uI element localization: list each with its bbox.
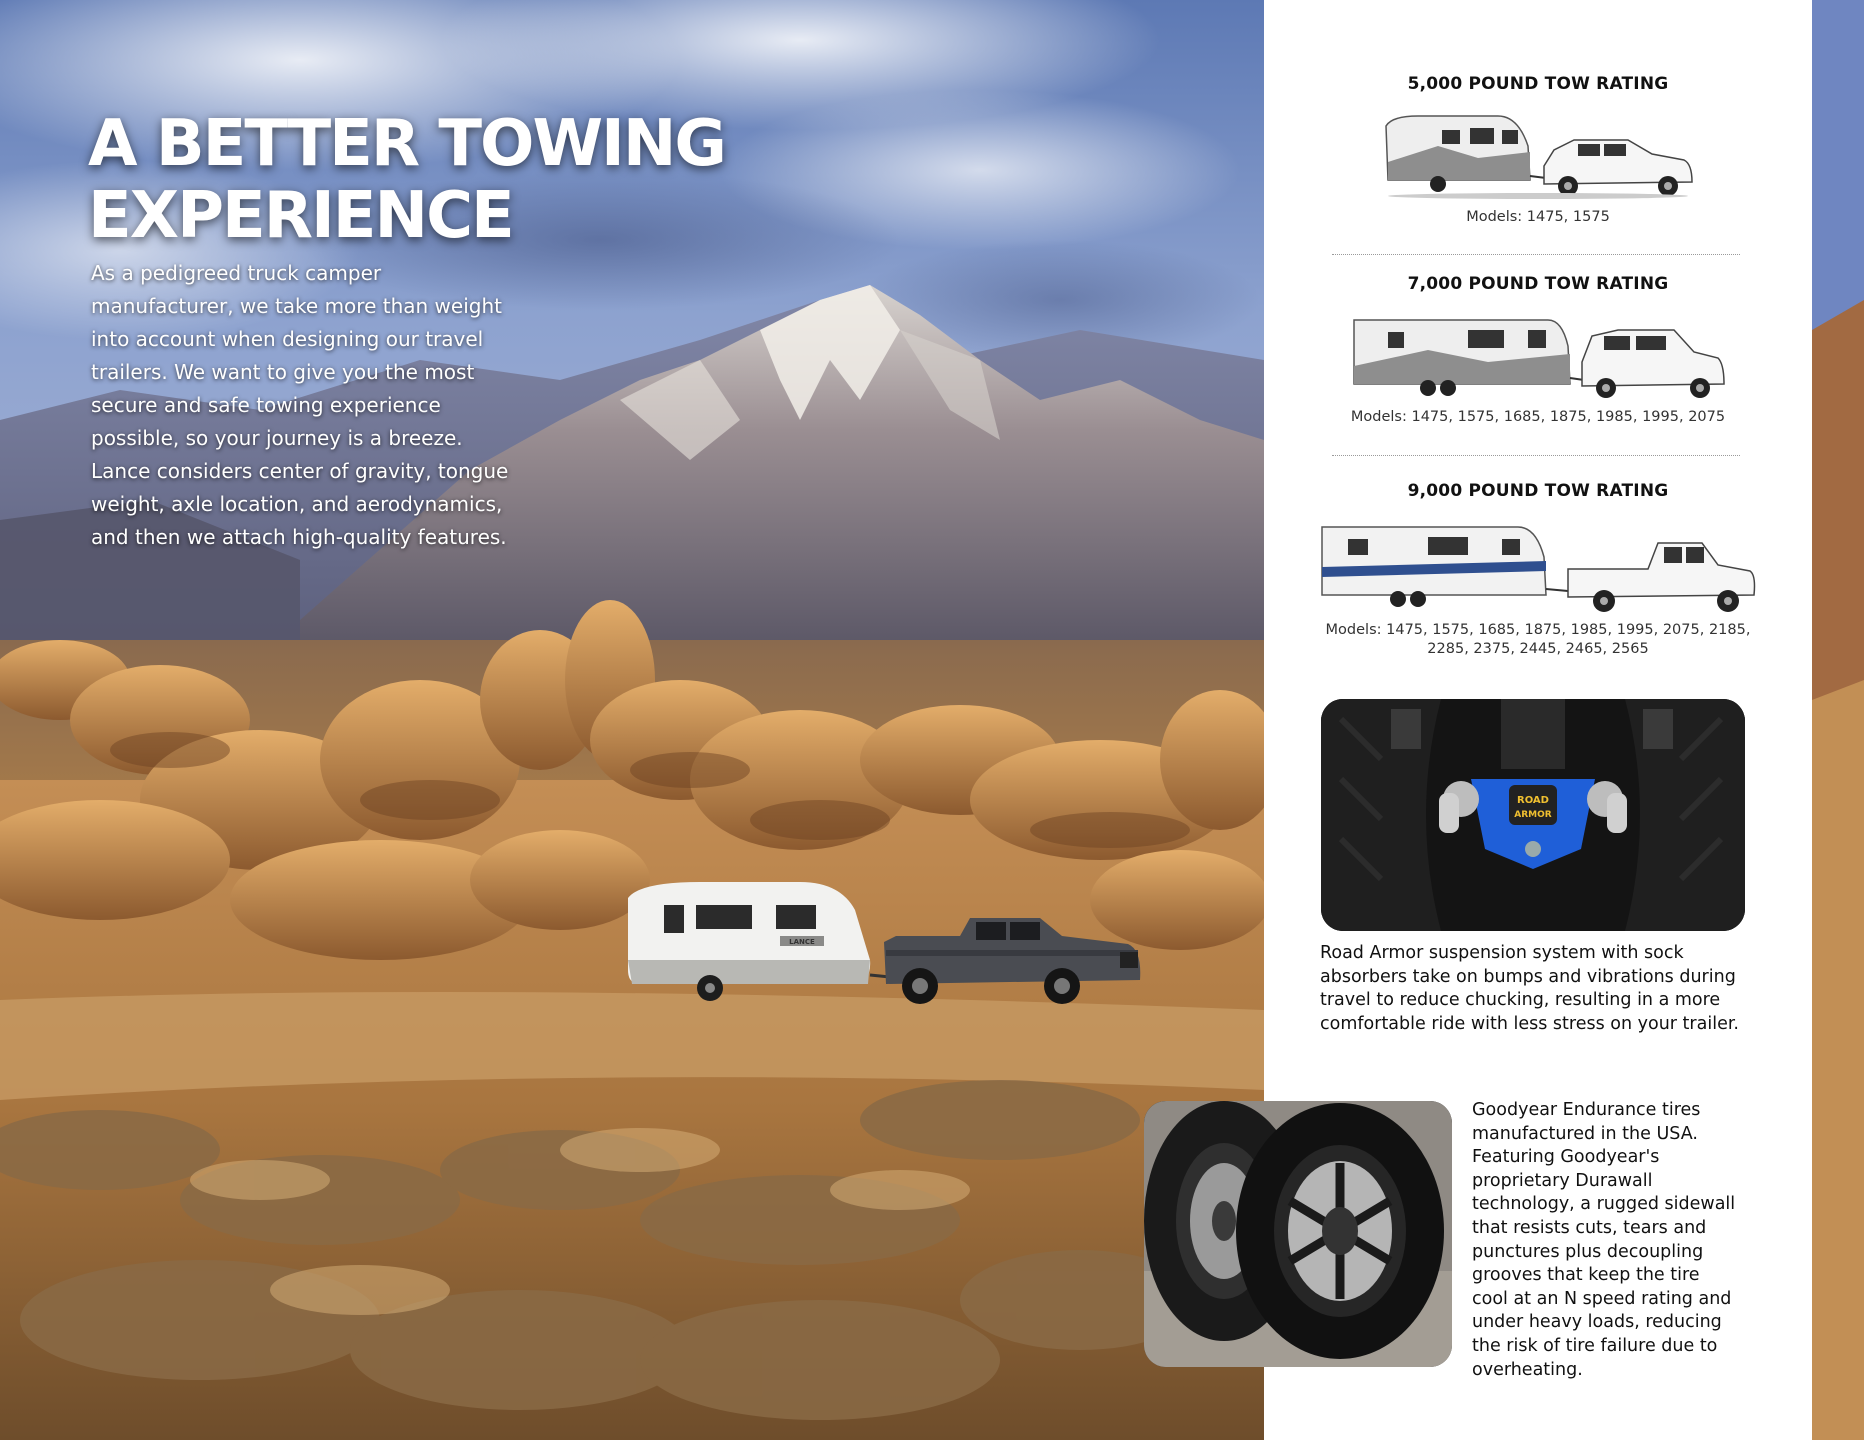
tow-rating-5000 <box>1264 74 1812 227</box>
tires-caption: Goodyear Endurance tires manufactured in the USA. Featuring Goodyear's proprietary Durawall technology, a rugged sidewall that resists cuts, tears and punctures plus decoupling grooves that keep the tire cool at an N speed rating and under heavy loads, reducing the risk of tire failure due to overheating. <box>1472 1100 1736 1380</box>
tow-rating-7000 <box>1264 274 1812 427</box>
tow-rating-models <box>1264 621 1812 659</box>
large-trailer-truck-illustration <box>1318 513 1758 617</box>
medium-trailer-suv-illustration <box>1348 306 1728 402</box>
suspension-caption: Road Armor suspension system with sock absorbers take on bumps and vibrations during travel to reduce chucking, resulting in a more comfortable ride with less stress on your trailer. <box>1320 943 1739 1034</box>
road-armor-plate-text-2: ARMOR <box>1514 810 1552 820</box>
suspension-photo <box>1321 699 1745 931</box>
road-armor-plate-text-1: ROAD <box>1517 795 1549 806</box>
tow-rating-9000 <box>1264 481 1812 659</box>
intro-paragraph: As a pedigreed truck camper manufacturer, we take more than weight into account when designing our travel trailers. We want to give you the most secure and safe towing experience possible, so your journey is a breeze. Lance considers center of gravity, tongue weight, axle location, and aerodynamics, and then we attach high-quality features. <box>91 261 509 549</box>
trailer-brand: LANCE <box>789 938 815 946</box>
section-divider <box>1332 455 1740 456</box>
page-headline <box>88 108 788 252</box>
headline-line-1: A BETTER TOWING <box>88 107 725 181</box>
tow-rating-models-line-2: 2285, 2375, 2445, 2465, 2565 <box>1427 641 1649 657</box>
small-trailer-suv-illustration <box>1378 106 1698 202</box>
tires-photo <box>1144 1101 1452 1367</box>
tow-rating-title: 7,000 POUND TOW RATING <box>1407 274 1669 294</box>
tow-rating-models: Models: 1475, 1575 <box>1466 209 1610 225</box>
tow-rating-models-line-1: Models: 1475, 1575, 1685, 1875, 1985, 1995, 2075, 2185, <box>1325 622 1751 638</box>
tow-rating-title: 9,000 POUND TOW RATING <box>1407 481 1669 501</box>
section-divider <box>1332 254 1740 255</box>
tow-rating-models: Models: 1475, 1575, 1685, 1875, 1985, 1995, 2075 <box>1350 409 1726 425</box>
headline-line-2: EXPERIENCE <box>88 179 513 253</box>
tow-rating-title: 5,000 POUND TOW RATING <box>1407 74 1669 94</box>
